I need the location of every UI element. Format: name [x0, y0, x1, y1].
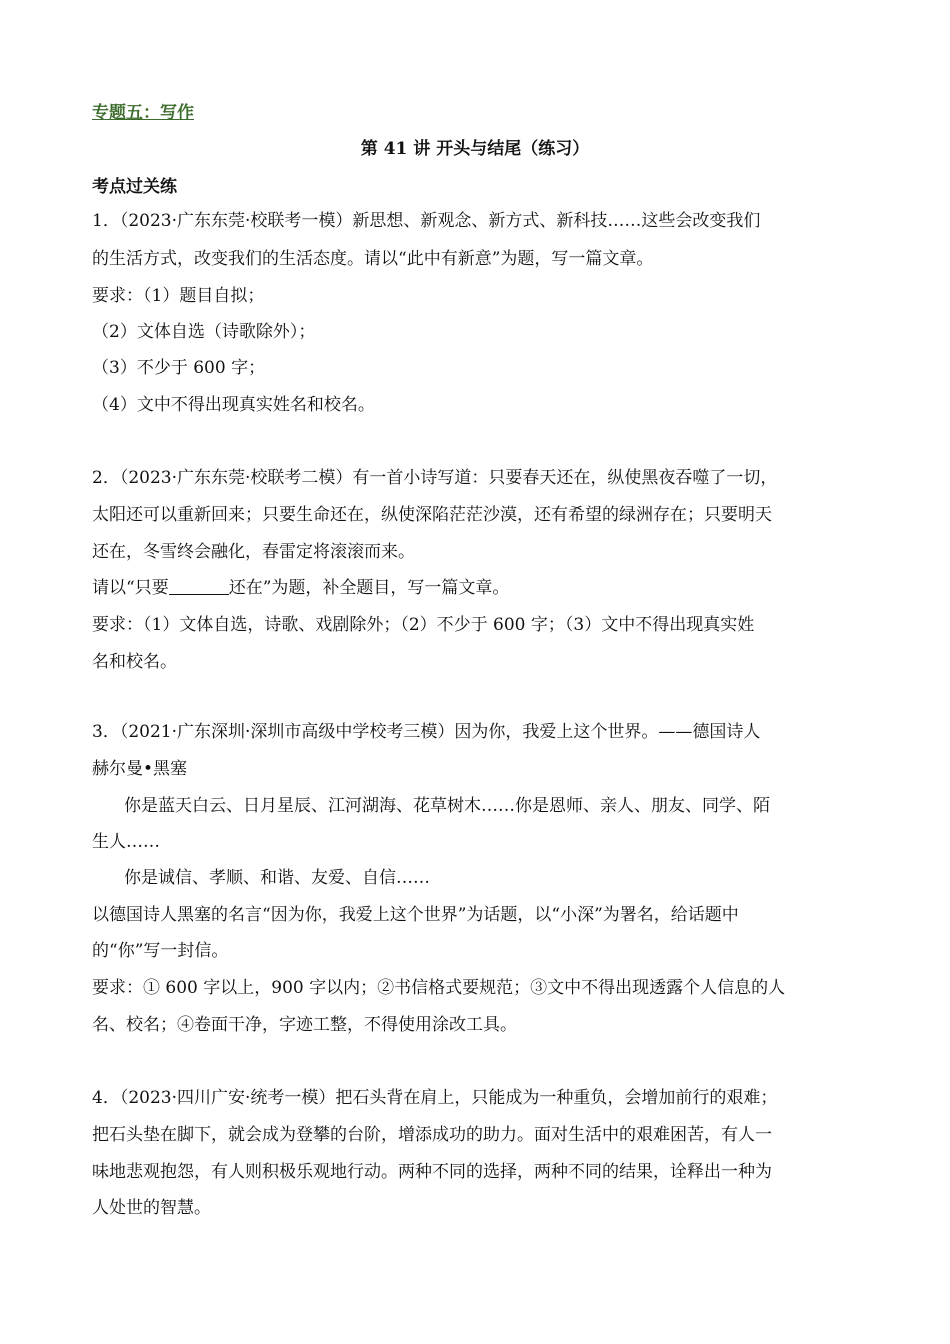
q4-line: 4．（2023·四川广安·统考一模）把石头背在肩上，只能成为一种重负，会增加前行的艰难； — [92, 1088, 778, 1108]
q2-prompt-end: 还在”为题，补全题目，写一篇文章。 — [228, 578, 510, 598]
q1-requirement: （4）文中不得出现真实姓名和校名。 — [92, 395, 375, 415]
fill-blank — [169, 576, 229, 595]
q4-line: 人处世的智慧。 — [92, 1198, 211, 1218]
q1-line: 1．（2023·广东东莞·校联考一模）新思想、新观念、新方式、新科技……这些会改变我们 — [92, 211, 761, 231]
q2-line: 还在，冬雪终会融化，春雷定将滚滚而来。 — [92, 542, 415, 562]
q4-line: 把石头垫在脚下，就会成为登攀的台阶，增添成功的助力。面对生活中的艰难困苦，有人一 — [92, 1125, 772, 1145]
q2-requirement: 要求：（1）文体自选，诗歌、戏剧除外；（2）不少于 600 字；（3）文中不得出现真实姓 — [92, 615, 755, 635]
q3-line: 你是蓝天白云、日月星辰、江河湖海、花草树木……你是恩师、亲人、朋友、同学、陌 — [124, 796, 770, 816]
q3-requirement: 要求：① 600 字以上，900 字以内；②书信格式要规范；③文中不得出现透露个人信息的人 — [92, 978, 786, 998]
q3-line: 3．（2021·广东深圳·深圳市高级中学校考三模）因为你，我爱上这个世界。——德国诗人 — [92, 722, 761, 742]
q3-line: 生人…… — [92, 832, 160, 852]
exercise-heading: 考点过关练 — [92, 177, 177, 197]
section-title: 专题五：写作 — [92, 103, 194, 123]
q2-line: 2．（2023·广东东莞·校联考二模）有一首小诗写道：只要春天还在，纵使黑夜吞噬了一切， — [92, 468, 778, 488]
q2-prompt-start: 请以“只要 — [92, 578, 169, 598]
q1-line: 的生活方式，改变我们的生活态度。请以“此中有新意”为题，写一篇文章。 — [92, 249, 654, 269]
q2-line: 太阳还可以重新回来；只要生命还在，纵使深陷茫茫沙漠，还有希望的绿洲存在；只要明天 — [92, 505, 772, 525]
q2-prompt — [92, 576, 509, 600]
lesson-title: 第 41 讲 开头与结尾（练习） — [360, 139, 590, 159]
q4-line: 味地悲观抱怨，有人则积极乐观地行动。两种不同的选择，两种不同的结果，诠释出一种为 — [92, 1162, 772, 1182]
q3-line: 的“你”写一封信。 — [92, 941, 229, 961]
q3-line: 以德国诗人黑塞的名言“因为你，我爱上这个世界”为话题，以“小深”为署名，给话题中 — [92, 905, 739, 925]
q3-line: 赫尔曼•黑塞 — [92, 759, 188, 779]
q1-requirement: 要求：（1）题目自拟； — [92, 286, 265, 306]
q1-requirement: （3）不少于 600 字； — [92, 358, 266, 378]
q1-requirement: （2）文体自选（诗歌除外）； — [92, 322, 316, 342]
q2-requirement: 名和校名。 — [92, 652, 177, 672]
q3-requirement: 名、校名；④卷面干净，字迹工整，不得使用涂改工具。 — [92, 1015, 517, 1035]
q3-line: 你是诚信、孝顺、和谐、友爱、自信…… — [124, 868, 430, 888]
